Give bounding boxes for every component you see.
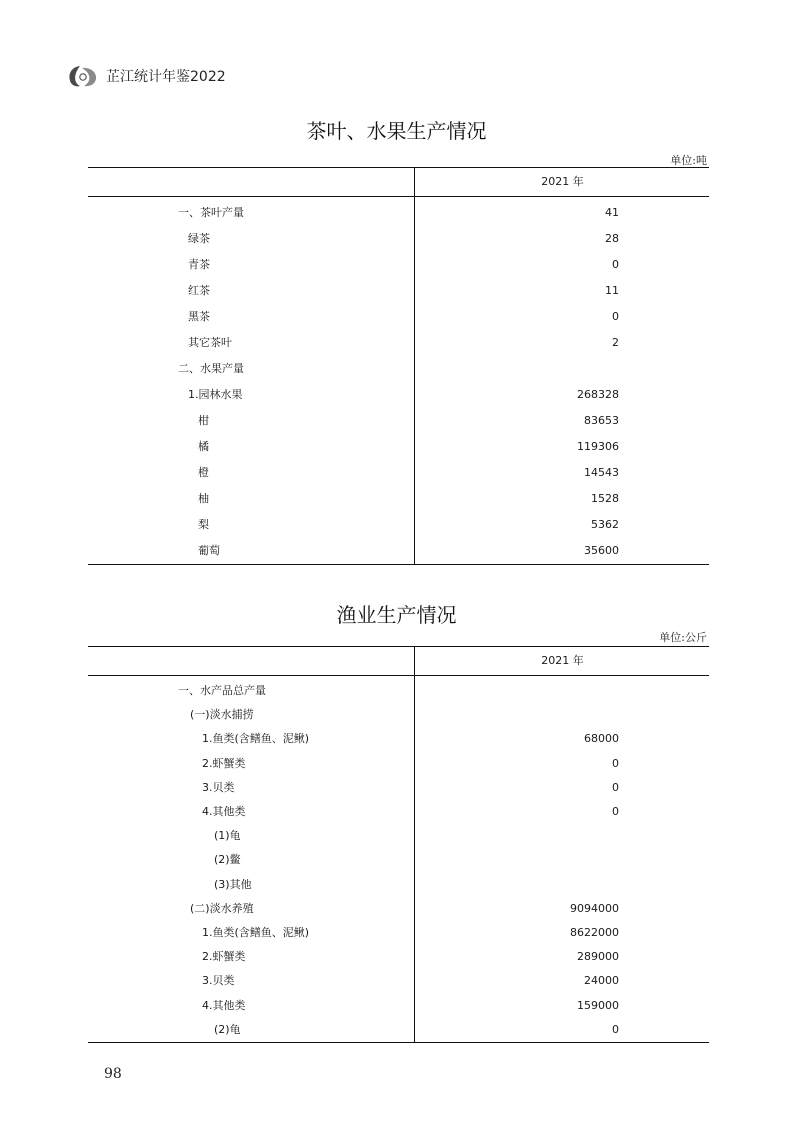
year-column-header: 2021 年 [541, 175, 584, 188]
row-label: (2)鳖 [214, 853, 241, 867]
table-row [88, 969, 709, 993]
table-header [88, 647, 709, 676]
row-value: 0 [612, 780, 619, 794]
row-label: 2.虾蟹类 [202, 950, 246, 964]
table-row [88, 278, 709, 304]
row-label: 1.鱼类(含鳝鱼、泥鳅) [202, 732, 310, 746]
table-row [88, 434, 709, 460]
table-row [88, 727, 709, 751]
table-row [88, 921, 709, 945]
row-label: 橘 [198, 440, 209, 453]
row-value: 41 [605, 206, 619, 219]
row-value: 0 [612, 1022, 619, 1036]
table-row [88, 945, 709, 969]
row-value: 0 [612, 805, 619, 818]
row-label: 柑 [198, 414, 209, 427]
row-value: 9094000 [570, 901, 619, 915]
table-row [88, 679, 709, 703]
row-label: 4.其他类 [202, 805, 246, 818]
tea-fruit-unit-label: 单位:吨 [670, 154, 707, 167]
table-row [88, 776, 709, 800]
row-value: 8622000 [570, 926, 619, 939]
table-row [88, 356, 709, 382]
row-label: 绿茶 [188, 232, 210, 245]
row-label: 黑茶 [188, 310, 210, 323]
tea-fruit-table-title: 茶叶、水果生产情况 [306, 119, 487, 143]
table-row [88, 330, 709, 356]
table-row [88, 252, 709, 278]
row-label: (一)淡水捕捞 [190, 708, 254, 722]
row-label: 一、茶叶产量 [178, 206, 244, 219]
table-row [88, 408, 709, 434]
table-row [88, 752, 709, 776]
row-value: 83653 [584, 414, 619, 427]
table-row [88, 512, 709, 538]
table-row [88, 460, 709, 486]
fishery-unit-label: 单位:公斤 [659, 631, 707, 644]
table-row [88, 382, 709, 408]
row-label: 1.园林水果 [188, 388, 243, 401]
row-value: 2 [612, 336, 619, 349]
row-value: 68000 [584, 732, 619, 746]
year-column-header: 2021 年 [541, 654, 584, 667]
row-label: 2.虾蟹类 [202, 756, 246, 770]
row-label: 3.贝类 [202, 780, 235, 794]
row-value: 289000 [577, 950, 619, 964]
table-row [88, 800, 709, 824]
table-row [88, 226, 709, 252]
row-label: (3)其他 [214, 877, 252, 891]
table-row [88, 703, 709, 727]
table-row [88, 486, 709, 512]
table-row [88, 897, 709, 921]
table-row [88, 994, 709, 1018]
row-value: 268328 [577, 388, 619, 401]
row-label: 3.贝类 [202, 974, 235, 988]
row-value: 28 [605, 232, 619, 245]
row-label: (2)龟 [214, 1022, 241, 1036]
yearbook-title: 芷江统计年鉴2022 [106, 69, 226, 85]
row-value: 35600 [584, 544, 619, 557]
row-label: 葡萄 [198, 544, 220, 557]
table-row [88, 1018, 709, 1042]
tea-fruit-table [88, 167, 709, 565]
row-label: (1)龟 [214, 829, 241, 843]
row-value: 119306 [577, 440, 619, 453]
row-label: 其它茶叶 [188, 336, 232, 349]
table-row [88, 304, 709, 330]
row-value: 24000 [584, 974, 619, 988]
row-label: 1.鱼类(含鳝鱼、泥鳅) [202, 926, 310, 939]
row-label: 青茶 [188, 258, 210, 271]
row-value: 0 [612, 310, 619, 323]
table-row [88, 848, 709, 872]
row-label: 橙 [198, 466, 209, 479]
table-body [88, 676, 709, 1042]
fishery-table [88, 646, 709, 1043]
table-row [88, 538, 709, 564]
page-header [66, 62, 226, 90]
row-value: 0 [612, 258, 619, 271]
row-label: 柚 [198, 492, 209, 505]
yearbook-logo-icon [66, 63, 100, 89]
page-number: 98 [104, 1066, 122, 1082]
table-row [88, 200, 709, 226]
row-label: 梨 [198, 518, 209, 531]
row-label: 4.其他类 [202, 998, 246, 1012]
row-value: 1528 [591, 492, 619, 505]
table-header [88, 168, 709, 197]
table-row [88, 873, 709, 897]
row-value: 159000 [577, 998, 619, 1012]
table-body [88, 197, 709, 564]
table-row [88, 824, 709, 848]
row-value: 0 [612, 756, 619, 770]
row-value: 5362 [591, 518, 619, 531]
row-label: 一、水产品总产量 [178, 684, 266, 697]
row-value: 11 [605, 284, 619, 297]
row-label: 红茶 [188, 284, 210, 297]
fishery-table-title: 渔业生产情况 [336, 603, 457, 627]
row-value: 14543 [584, 466, 619, 479]
row-label: (二)淡水养殖 [190, 901, 254, 915]
row-label: 二、水果产量 [178, 362, 244, 375]
